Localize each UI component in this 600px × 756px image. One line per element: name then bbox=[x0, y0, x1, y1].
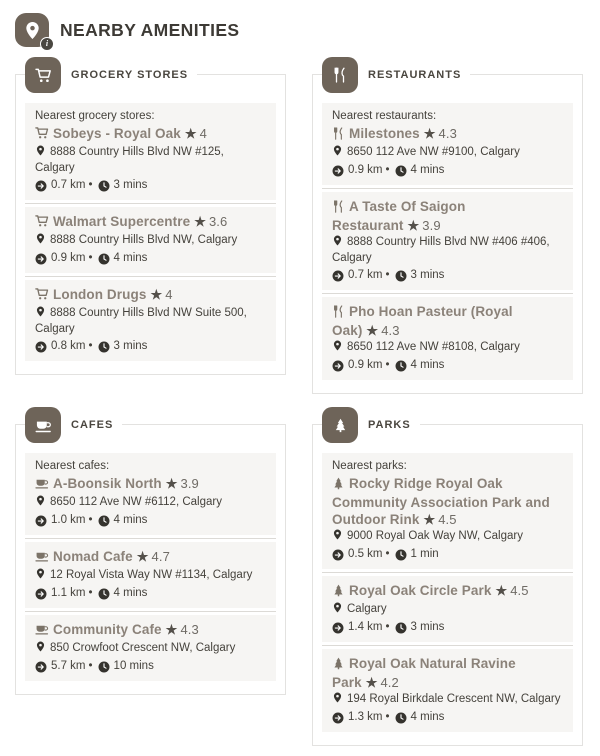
place-name-line bbox=[332, 198, 563, 234]
place-entry bbox=[35, 286, 266, 354]
utensils-icon bbox=[332, 200, 345, 217]
distance-value: 0.8 km bbox=[51, 340, 86, 352]
directions-arrow-icon bbox=[35, 253, 47, 265]
map-pin-icon bbox=[35, 495, 46, 511]
place-name[interactable]: A-Boonsik North bbox=[53, 476, 162, 491]
places-list bbox=[322, 453, 573, 732]
pine-tree-icon bbox=[332, 477, 345, 494]
star-icon: ★ bbox=[184, 126, 197, 141]
time-value: 3 mins bbox=[410, 269, 445, 281]
star-icon: ★ bbox=[495, 583, 508, 598]
time-value: 3 mins bbox=[410, 621, 445, 633]
card-parks bbox=[312, 419, 583, 746]
distance-time-line bbox=[332, 163, 563, 178]
separator-dot: • bbox=[385, 359, 390, 371]
distance-time-line bbox=[35, 339, 266, 354]
place-address-line bbox=[35, 495, 266, 511]
place-name[interactable]: Milestones bbox=[349, 126, 420, 141]
card-header bbox=[25, 407, 122, 443]
place-name[interactable]: Rocky Ridge Royal Oak Community Association Park and Outdoor Rink bbox=[332, 476, 550, 527]
map-pin-icon bbox=[35, 568, 46, 584]
separator-dot: • bbox=[385, 269, 390, 281]
directions-arrow-icon bbox=[332, 165, 344, 177]
nearest-label: Nearest grocery stores: bbox=[35, 110, 155, 122]
map-pin-icon bbox=[332, 145, 343, 161]
distance-value: 0.9 km bbox=[51, 252, 86, 264]
map-pin-icon bbox=[332, 340, 343, 356]
time-value: 3 mins bbox=[113, 179, 148, 191]
places-list bbox=[322, 103, 573, 380]
clock-icon bbox=[98, 661, 110, 673]
place-name-line bbox=[332, 475, 563, 528]
distance-value: 1.4 km bbox=[348, 621, 383, 633]
place-name[interactable]: Royal Oak Circle Park bbox=[349, 583, 492, 598]
utensils-icon bbox=[322, 57, 358, 93]
separator-dot: • bbox=[88, 660, 93, 672]
directions-arrow-icon bbox=[332, 360, 344, 372]
list-block bbox=[25, 280, 276, 361]
place-name-line bbox=[35, 213, 266, 232]
rating-value: 4.5 bbox=[438, 512, 457, 527]
cards-grid bbox=[14, 69, 584, 746]
star-icon: ★ bbox=[407, 218, 420, 233]
time-value: 1 min bbox=[410, 548, 439, 560]
time-value: 4 mins bbox=[410, 711, 445, 723]
clock-icon bbox=[98, 180, 110, 192]
clock-icon bbox=[98, 515, 110, 527]
pine-tree-icon bbox=[332, 657, 345, 674]
place-name-line bbox=[332, 655, 563, 691]
list-block bbox=[25, 615, 276, 681]
list-block bbox=[322, 649, 573, 732]
clock-icon bbox=[395, 712, 407, 724]
distance-time-line bbox=[332, 620, 563, 635]
place-entry bbox=[332, 125, 563, 178]
place-address: 12 Royal Vista Way NW #1134, Calgary bbox=[50, 569, 253, 581]
directions-arrow-icon bbox=[35, 661, 47, 673]
distance-value: 1.0 km bbox=[51, 514, 86, 526]
place-entry bbox=[35, 548, 266, 601]
distance-time-line bbox=[35, 178, 266, 193]
place-name-line bbox=[35, 548, 266, 567]
star-icon: ★ bbox=[136, 549, 149, 564]
time-value: 4 mins bbox=[113, 514, 148, 526]
card-title: GROCERY STORES bbox=[61, 67, 197, 83]
list-block bbox=[322, 453, 573, 569]
list-block bbox=[322, 192, 573, 290]
star-icon: ★ bbox=[366, 323, 379, 338]
place-name[interactable]: Royal Oak Natural Ravine Park bbox=[332, 656, 516, 690]
pine-tree-icon bbox=[322, 407, 358, 443]
place-entry bbox=[332, 475, 563, 562]
place-entry bbox=[332, 303, 563, 373]
list-block bbox=[25, 103, 276, 200]
time-value: 4 mins bbox=[113, 587, 148, 599]
distance-time-line bbox=[35, 251, 266, 266]
place-address: 194 Royal Birkdale Crescent NW, Calgary bbox=[347, 693, 561, 705]
places-list bbox=[25, 103, 276, 361]
rating-value: 4 bbox=[199, 126, 207, 141]
place-name[interactable]: Sobeys - Royal Oak bbox=[53, 126, 181, 141]
card-title: PARKS bbox=[358, 417, 420, 433]
place-address: 8650 112 Ave NW #9100, Calgary bbox=[347, 146, 520, 158]
entry-divider bbox=[322, 572, 573, 573]
star-icon: ★ bbox=[423, 126, 436, 141]
rating-value: 4.5 bbox=[510, 583, 529, 598]
place-entry bbox=[332, 655, 563, 725]
clock-icon bbox=[98, 341, 110, 353]
list-block bbox=[25, 453, 276, 535]
place-address-line bbox=[35, 233, 266, 249]
place-entry bbox=[35, 475, 266, 528]
distance-value: 0.7 km bbox=[348, 269, 383, 281]
distance-value: 1.3 km bbox=[348, 711, 383, 723]
distance-time-line bbox=[35, 659, 266, 674]
place-address: 8888 Country Hills Blvd NW Suite 500, Calgary bbox=[35, 307, 247, 335]
coffee-cup-icon bbox=[35, 549, 49, 567]
directions-arrow-icon bbox=[332, 622, 344, 634]
separator-dot: • bbox=[385, 711, 390, 723]
place-entry bbox=[332, 582, 563, 635]
star-icon: ★ bbox=[194, 214, 206, 229]
page-title: NEARBY AMENITIES bbox=[60, 19, 240, 40]
clock-icon bbox=[395, 270, 407, 282]
place-address-line bbox=[332, 145, 563, 161]
shopping-cart-icon bbox=[35, 287, 49, 305]
distance-value: 1.1 km bbox=[51, 587, 86, 599]
distance-value: 5.7 km bbox=[51, 660, 86, 672]
info-icon: i bbox=[40, 37, 54, 51]
star-icon: ★ bbox=[165, 476, 178, 491]
coffee-cup-icon bbox=[25, 407, 61, 443]
location-pin-icon bbox=[15, 13, 49, 47]
separator-dot: • bbox=[88, 514, 93, 526]
distance-time-line bbox=[35, 586, 266, 601]
place-address-line bbox=[35, 641, 266, 657]
place-address: 8650 112 Ave NW #6112, Calgary bbox=[50, 496, 222, 508]
place-address: 850 Crowfoot Crescent NW, Calgary bbox=[50, 642, 236, 654]
place-address: 8888 Country Hills Blvd NW #125, Calgary bbox=[35, 146, 224, 174]
place-address-line bbox=[332, 235, 563, 266]
distance-time-line bbox=[332, 547, 563, 562]
place-address-line bbox=[35, 306, 266, 337]
clock-icon bbox=[395, 549, 407, 561]
list-block bbox=[322, 297, 573, 380]
directions-arrow-icon bbox=[332, 712, 344, 724]
place-address: Calgary bbox=[347, 603, 387, 615]
card-title: CAFES bbox=[61, 417, 122, 433]
clock-icon bbox=[395, 360, 407, 372]
distance-value: 0.5 km bbox=[348, 548, 383, 560]
list-block bbox=[25, 207, 276, 273]
map-pin-icon bbox=[332, 529, 343, 545]
place-address: 8888 Country Hills Blvd NW #406 #406, Calgary bbox=[332, 236, 550, 264]
map-pin-icon bbox=[35, 145, 46, 161]
place-entry bbox=[35, 125, 266, 193]
shopping-cart-icon bbox=[25, 57, 61, 93]
entry-divider bbox=[25, 538, 276, 539]
card-header bbox=[322, 407, 420, 443]
rating-value: 3.6 bbox=[208, 214, 228, 229]
utensils-icon bbox=[332, 127, 345, 144]
place-name[interactable]: London Drugs bbox=[53, 287, 147, 302]
distance-value: 0.7 km bbox=[51, 179, 86, 191]
directions-arrow-icon bbox=[35, 588, 47, 600]
separator-dot: • bbox=[385, 164, 390, 176]
card-header bbox=[25, 57, 197, 93]
rating-value: 4.7 bbox=[151, 549, 170, 564]
list-block bbox=[322, 576, 573, 642]
map-pin-icon bbox=[35, 233, 46, 249]
places-list bbox=[25, 453, 276, 681]
place-name-line bbox=[35, 125, 266, 144]
place-name[interactable]: Nomad Cafe bbox=[53, 549, 133, 564]
nearest-label: Nearest cafes: bbox=[35, 460, 110, 472]
rating-value: 3.9 bbox=[422, 218, 441, 233]
place-name-line bbox=[332, 125, 563, 144]
directions-arrow-icon bbox=[35, 515, 47, 527]
distance-time-line bbox=[332, 358, 563, 373]
distance-value: 0.9 km bbox=[348, 164, 383, 176]
time-value: 4 mins bbox=[410, 359, 445, 371]
place-name-line bbox=[35, 621, 266, 640]
page-header bbox=[14, 13, 584, 47]
place-name[interactable]: Pho Hoan Pasteur (Royal Oak) bbox=[332, 304, 513, 338]
place-address-line bbox=[332, 602, 563, 618]
entry-divider bbox=[322, 293, 573, 294]
clock-icon bbox=[98, 253, 110, 265]
place-name-line bbox=[332, 582, 563, 601]
separator-dot: • bbox=[88, 179, 93, 191]
rating-value: 3.9 bbox=[180, 476, 199, 491]
place-address-line bbox=[35, 145, 266, 176]
entry-divider bbox=[25, 276, 276, 277]
separator-dot: • bbox=[385, 548, 390, 560]
place-entry bbox=[35, 213, 266, 266]
place-name[interactable]: Walmart Supercentre bbox=[53, 214, 191, 229]
entry-divider bbox=[25, 203, 276, 204]
card-cafes bbox=[15, 419, 286, 695]
directions-arrow-icon bbox=[35, 341, 47, 353]
directions-arrow-icon bbox=[332, 270, 344, 282]
coffee-cup-icon bbox=[35, 476, 49, 494]
list-block bbox=[25, 542, 276, 608]
rating-value: 4.3 bbox=[438, 126, 457, 141]
place-address-line bbox=[332, 692, 563, 708]
clock-icon bbox=[98, 588, 110, 600]
list-block bbox=[322, 103, 573, 185]
separator-dot: • bbox=[88, 340, 93, 352]
rating-value: 4.2 bbox=[380, 675, 399, 690]
place-address-line bbox=[332, 340, 563, 356]
distance-time-line bbox=[332, 710, 563, 725]
star-icon: ★ bbox=[423, 512, 436, 527]
distance-time-line bbox=[332, 268, 563, 283]
place-address: 8888 Country Hills Blvd NW, Calgary bbox=[50, 234, 238, 246]
entry-divider bbox=[322, 188, 573, 189]
rating-value: 4 bbox=[165, 287, 173, 302]
separator-dot: • bbox=[88, 252, 93, 264]
time-value: 3 mins bbox=[113, 340, 148, 352]
time-value: 10 mins bbox=[113, 660, 154, 672]
place-entry bbox=[332, 198, 563, 283]
star-icon: ★ bbox=[365, 675, 378, 690]
utensils-icon bbox=[332, 305, 345, 322]
clock-icon bbox=[395, 622, 407, 634]
separator-dot: • bbox=[385, 621, 390, 633]
shopping-cart-icon bbox=[35, 126, 49, 144]
card-header bbox=[322, 57, 470, 93]
place-address: 8650 112 Ave NW #8108, Calgary bbox=[347, 341, 520, 353]
place-name-line bbox=[35, 475, 266, 494]
star-icon: ★ bbox=[165, 622, 178, 637]
distance-time-line bbox=[35, 513, 266, 528]
directions-arrow-icon bbox=[35, 180, 47, 192]
place-name[interactable]: A Taste Of Saigon Restaurant bbox=[332, 199, 466, 233]
entry-divider bbox=[322, 645, 573, 646]
nearest-label: Nearest restaurants: bbox=[332, 110, 437, 122]
distance-value: 0.9 km bbox=[348, 359, 383, 371]
map-pin-icon bbox=[332, 692, 343, 708]
place-name[interactable]: Community Cafe bbox=[53, 622, 162, 637]
clock-icon bbox=[395, 165, 407, 177]
time-value: 4 mins bbox=[410, 164, 445, 176]
map-pin-icon bbox=[35, 306, 46, 322]
card-restaurants bbox=[312, 69, 583, 394]
rating-value: 4.3 bbox=[180, 622, 199, 637]
place-address: 9000 Royal Oak Way NW, Calgary bbox=[347, 530, 523, 542]
map-pin-icon bbox=[332, 602, 343, 618]
place-address-line bbox=[332, 529, 563, 545]
coffee-cup-icon bbox=[35, 622, 49, 640]
place-address-line bbox=[35, 568, 266, 584]
shopping-cart-icon bbox=[35, 214, 49, 232]
card-grocery-stores bbox=[15, 69, 286, 375]
rating-value: 4.3 bbox=[381, 323, 400, 338]
separator-dot: • bbox=[88, 587, 93, 599]
place-entry bbox=[35, 621, 266, 674]
directions-arrow-icon bbox=[332, 549, 344, 561]
place-name-line bbox=[332, 303, 563, 339]
time-value: 4 mins bbox=[113, 252, 148, 264]
star-icon: ★ bbox=[150, 287, 163, 302]
map-pin-icon bbox=[35, 641, 46, 657]
place-name-line bbox=[35, 286, 266, 305]
entry-divider bbox=[25, 611, 276, 612]
nearest-label: Nearest parks: bbox=[332, 460, 407, 472]
map-pin-icon bbox=[332, 235, 343, 251]
card-title: RESTAURANTS bbox=[358, 67, 470, 83]
pine-tree-icon bbox=[332, 584, 345, 601]
